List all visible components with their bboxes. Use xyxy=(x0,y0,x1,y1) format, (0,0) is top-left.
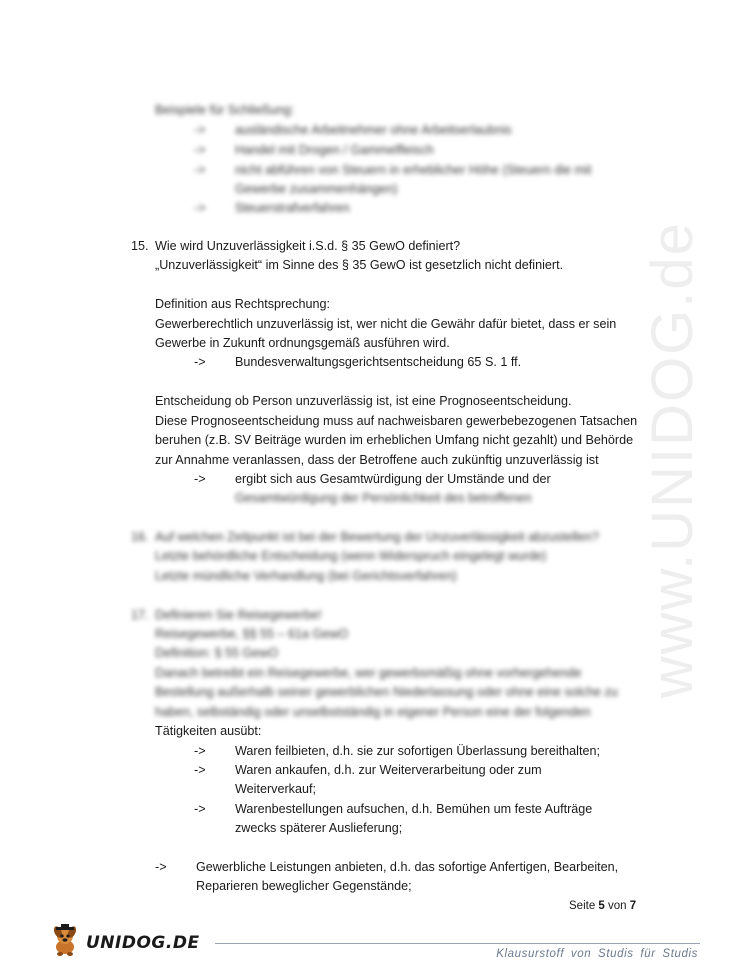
blurred-line: Letzte mündliche Verhandlung (bei Gerichtsverfahren) xyxy=(155,569,457,583)
blurred-item: Steuerstrafverfahren xyxy=(235,201,350,215)
blurred-line: Danach betreibt ein Reisegewerbe, wer gewerbsmäßig ohne vorhergehende xyxy=(155,666,582,680)
question-15: Wie wird Unzuverlässigkeit i.S.d. § 35 GewO definiert? xyxy=(155,239,461,253)
paragraph-line: beruhen (z.B. SV Beiträge wurden im erheblichen Umfang nicht gezahlt) und Behörde xyxy=(155,433,634,447)
blurred-line: Letzte behördliche Entscheidung (wenn Widerspruch eingelegt wurde) xyxy=(155,549,547,563)
blurred-item: nicht abführen von Steuern in erheblicher Höhe (Steuern die mit xyxy=(235,163,592,177)
service-line: Gewerbliche Leistungen anbieten, d.h. das sofortige Anfertigen, Bearbeiten, xyxy=(196,860,619,874)
page-current: 5 xyxy=(598,900,605,912)
result-line: ergibt sich aus Gesamtwürdigung der Umstände und der xyxy=(235,472,551,486)
arrow: -> xyxy=(194,163,206,177)
service-line: Reparieren beweglicher Gegenstände; xyxy=(196,879,412,893)
arrow: -> xyxy=(194,201,206,215)
arrow: -> xyxy=(194,123,206,137)
question-number: 17. xyxy=(131,608,149,622)
arrow: -> xyxy=(194,763,206,777)
dog-mascot-icon xyxy=(50,924,84,964)
footer-divider xyxy=(215,943,700,944)
page-prefix: Seite xyxy=(569,900,596,912)
court-reference: Bundesverwaltungsgerichtsentscheidung 65 S. 1 ff. xyxy=(235,355,522,369)
question-number: 15. xyxy=(131,239,149,253)
blurred-item: ausländische Arbeitnehmer ohne Arbeitserlaubnis xyxy=(235,123,512,137)
list-item: Waren feilbieten, d.h. sie zur sofortigen Überlassung bereithalten; xyxy=(235,744,600,758)
list-item: zwecks späterer Auslieferung; xyxy=(235,821,403,835)
question-16: Auf welchen Zeitpunkt ist bei der Bewertung der Unzuverlässigkeit abzustellen? xyxy=(155,530,599,544)
arrow: -> xyxy=(194,744,206,758)
list-item: Weiterverkauf; xyxy=(235,782,316,796)
unidog-logo[interactable] xyxy=(50,926,200,962)
watermark: www.UNIDOG.de xyxy=(640,221,706,699)
partial-line: Tätigkeiten ausübt: xyxy=(155,724,262,738)
arrow: -> xyxy=(194,143,206,157)
page-mid: von xyxy=(608,900,627,912)
arrow: -> xyxy=(194,355,206,369)
question-number: 16. xyxy=(131,530,149,544)
blurred-item: Gewerbe zusammenhängen) xyxy=(235,182,398,196)
arrow: -> xyxy=(194,472,206,486)
paragraph-line: Entscheidung ob Person unzuverlässig ist, ist eine Prognoseentscheidung. xyxy=(155,394,572,408)
answer-line: „Unzuverlässigkeit“ im Sinne des § 35 GewO ist gesetzlich nicht definiert. xyxy=(155,258,564,272)
paragraph-line: Diese Prognoseentscheidung muss auf nachweisbaren gewerbebezogenen Tatsachen xyxy=(155,414,638,428)
blurred-item: Handel mit Drogen / Gammelfleisch xyxy=(235,143,434,157)
blurred-line: haben, selbständig oder unselbstständig in eigener Person eine der folgenden xyxy=(155,705,591,719)
blurred-line: Bestellung außerhalb seiner gewerblichen Niederlassung oder ohne eine solche zu xyxy=(155,685,618,699)
page-number xyxy=(569,897,636,916)
blurred-line: Definition: § 55 GewO xyxy=(155,646,279,660)
definition-line: Gewerbe in Zukunft ordnungsgemäß ausführen wird. xyxy=(155,336,450,350)
list-item: Warenbestellungen aufsuchen, d.h. Bemühen um feste Aufträge xyxy=(235,802,593,816)
page-total: 7 xyxy=(629,900,637,912)
footer-caption: Klausurstoff von Studis für Studis xyxy=(496,948,698,960)
blurred-line: Reisegewerbe, §§ 55 – 61a GewO xyxy=(155,627,349,641)
list-item: Waren ankaufen, d.h. zur Weiterverarbeitung oder zum xyxy=(235,763,542,777)
blurred-heading: Beispiele für Schließung: xyxy=(155,103,295,117)
question-17: Definieren Sie Reisegewerbe! xyxy=(155,608,322,622)
definition-heading: Definition aus Rechtsprechung: xyxy=(155,297,331,311)
definition-line: Gewerberechtlich unzuverlässig ist, wer nicht die Gewähr dafür bietet, dass er sein xyxy=(155,317,617,331)
blurred-line: Gesamtwürdigung der Persönlichkeit des betroffenen xyxy=(235,491,532,505)
arrow: -> xyxy=(194,802,206,816)
paragraph-line: zur Annahme veranlassen, dass der Betroffene auch zukünftig unzuverlässig ist xyxy=(155,453,599,467)
logo-text: UNIDOG.DE xyxy=(86,933,200,954)
arrow: -> xyxy=(155,860,167,874)
